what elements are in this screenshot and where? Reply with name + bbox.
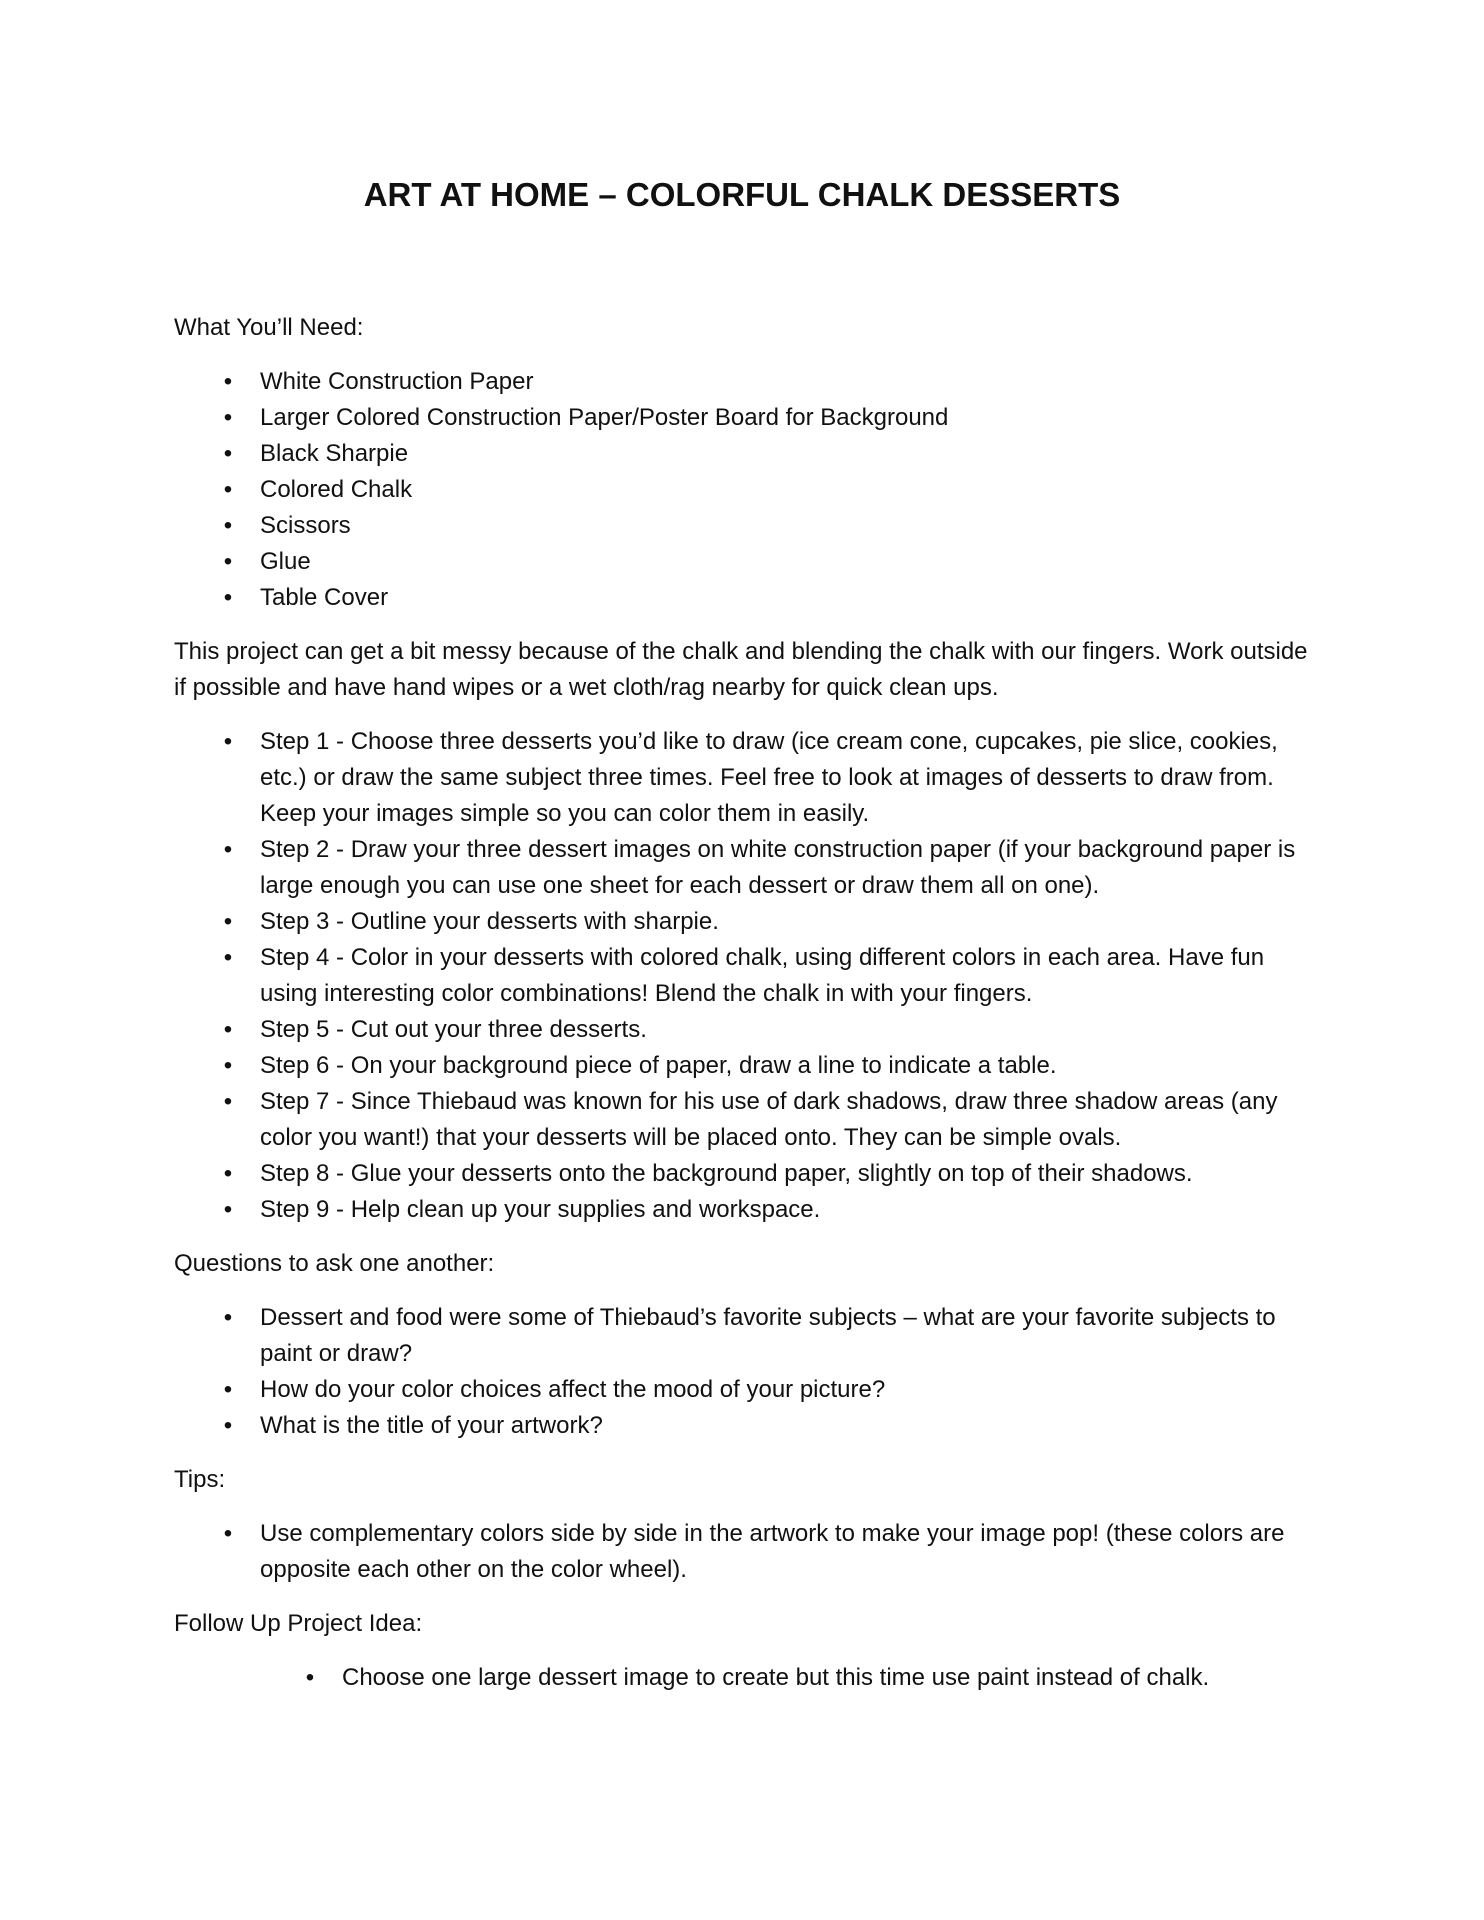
step-text: Step 3 - Outline your desserts with sharpie.: [260, 908, 719, 935]
list-item: [174, 1300, 1324, 1372]
supply-text: Scissors: [260, 512, 351, 539]
followup-list: [174, 1660, 1324, 1696]
bullet-icon: •: [223, 1304, 233, 1331]
document-body: [174, 310, 1324, 1714]
tip-text: Use complementary colors side by side in the artwork to make your image pop! (these colors are opposite each other on the color wheel).: [260, 1520, 1285, 1583]
bullet-icon: •: [223, 1016, 233, 1043]
list-item: [174, 436, 1324, 472]
step-text: Step 1 - Choose three desserts you’d like to draw (ice cream cone, cupcakes, pie slice, cookies, etc.) or draw the same subject three times. Feel free to look at images of desserts to draw from. Keep your images simple so you can color them in easily.: [260, 728, 1278, 827]
bullet-icon: •: [223, 548, 233, 575]
bullet-icon: •: [223, 1520, 233, 1547]
step-text: Step 2 - Draw your three dessert images on white construction paper (if your background paper is large enough you can use one sheet for each dessert or draw them all on one).: [260, 836, 1296, 899]
intro-paragraph: This project can get a bit messy because of the chalk and blending the chalk with our fingers. Work outside if possible and have hand wipes or a wet cloth/rag nearby for quick clean ups.: [174, 638, 1308, 701]
bullet-icon: •: [223, 1052, 233, 1079]
bullet-icon: •: [223, 908, 233, 935]
followup-heading: Follow Up Project Idea:: [174, 1610, 423, 1637]
step-text: Step 9 - Help clean up your supplies and workspace.: [260, 1196, 821, 1223]
bullet-icon: •: [223, 1196, 233, 1223]
question-text: Dessert and food were some of Thiebaud’s favorite subjects – what are your favorite subjects to paint or draw?: [260, 1304, 1276, 1367]
list-item: [174, 1084, 1324, 1156]
step-text: Step 7 - Since Thiebaud was known for his use of dark shadows, draw three shadow areas (any color you want!) that your desserts will be placed onto. They can be simple ovals.: [260, 1088, 1278, 1151]
step-text: Step 8 - Glue your desserts onto the background paper, slightly on top of their shadows.: [260, 1160, 1193, 1187]
bullet-icon: •: [223, 1160, 233, 1187]
supply-text: Glue: [260, 548, 311, 575]
list-item: [174, 1516, 1324, 1588]
list-item: [174, 1408, 1324, 1444]
bullet-icon: •: [223, 512, 233, 539]
list-item: [174, 1156, 1324, 1192]
bullet-icon: •: [223, 404, 233, 431]
list-item: [174, 724, 1324, 832]
list-item: [174, 472, 1324, 508]
supply-text: Larger Colored Construction Paper/Poster Board for Background: [260, 404, 949, 431]
list-item: [174, 580, 1324, 616]
list-item: [174, 544, 1324, 580]
list-item: [174, 940, 1324, 1012]
list-item: [174, 1660, 1324, 1696]
step-text: Step 6 - On your background piece of paper, draw a line to indicate a table.: [260, 1052, 1057, 1079]
step-text: Step 5 - Cut out your three desserts.: [260, 1016, 647, 1043]
bullet-icon: •: [223, 440, 233, 467]
question-text: How do your color choices affect the mood of your picture?: [260, 1376, 886, 1403]
bullet-icon: •: [223, 476, 233, 503]
bullet-icon: •: [223, 1088, 233, 1115]
step-text: Step 4 - Color in your desserts with colored chalk, using different colors in each area. Have fun using interesting color combinations! Blend the chalk in with your fingers.: [260, 944, 1265, 1007]
questions-list: [174, 1300, 1324, 1444]
supplies-list: [174, 364, 1324, 616]
bullet-icon: •: [223, 1376, 233, 1403]
list-item: [174, 508, 1324, 544]
list-item: [174, 1372, 1324, 1408]
supply-text: Table Cover: [260, 584, 389, 611]
questions-heading: Questions to ask one another:: [174, 1250, 495, 1277]
page-title: ART AT HOME – COLORFUL CHALK DESSERTS: [363, 176, 1121, 213]
question-text: What is the title of your artwork?: [260, 1412, 603, 1439]
list-item: [174, 400, 1324, 436]
list-item: [174, 904, 1324, 940]
bullet-icon: •: [223, 368, 233, 395]
steps-list: [174, 724, 1324, 1228]
list-item: [174, 1192, 1324, 1228]
bullet-icon: •: [223, 1412, 233, 1439]
bullet-icon: •: [223, 944, 233, 971]
supply-text: Colored Chalk: [260, 476, 413, 503]
supply-text: White Construction Paper: [260, 368, 534, 395]
list-item: [174, 1048, 1324, 1084]
tips-list: [174, 1516, 1324, 1588]
list-item: [174, 1012, 1324, 1048]
supply-text: Black Sharpie: [260, 440, 409, 467]
bullet-icon: •: [223, 836, 233, 863]
list-item: [174, 832, 1324, 904]
supplies-heading: What You’ll Need:: [174, 314, 364, 341]
list-item: [174, 364, 1324, 400]
bullet-icon: •: [223, 728, 233, 755]
followup-text: Choose one large dessert image to create but this time use paint instead of chalk.: [342, 1664, 1210, 1691]
tips-heading: Tips:: [174, 1466, 226, 1493]
bullet-icon: •: [223, 584, 233, 611]
bullet-icon: •: [305, 1664, 315, 1691]
